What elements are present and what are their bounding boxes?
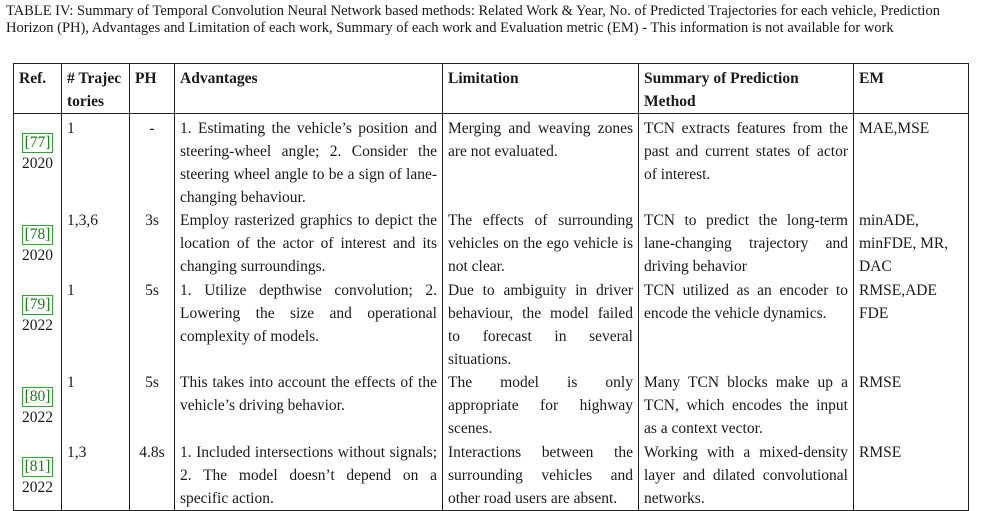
summary-cell: TCN extracts features from the past and current states of actor of interest. [639,114,854,210]
ref-cell [14,114,62,210]
header-ph: PH [130,64,175,114]
em-cell: MAE,MSE [854,114,969,210]
trajectories-cell: 1,3 [62,441,130,511]
ref-cell [14,209,62,279]
ref-year: 2022 [22,479,53,496]
summary-cell: Many TCN blocks make up a TCN, which encodes the input as a context vector. [639,371,854,441]
advantages-cell: Employ rasterized graphics to depict the location of the actor of interest and its changing surroundings. [175,209,443,279]
em-cell: RMSE [854,441,969,511]
header-row [14,64,969,114]
trajectories-cell: 1 [62,279,130,371]
citation-link[interactable]: [77] [22,133,54,153]
advantages-cell: 1. Included intersections without signals; 2. The model doesn’t depend on a specific action. [175,441,443,511]
advantages-cell: This takes into account the effects of the vehicle’s driving behavior. [175,371,443,441]
em-cell: RMSE [854,371,969,441]
em-cell: minADE, minFDE, MR, DAC [854,209,969,279]
limitation-cell: Merging and weaving zones are not evaluated. [443,114,639,210]
citation-link[interactable]: [79] [22,295,54,315]
ref-cell [14,441,62,511]
summary-cell: Working with a mixed-density layer and dilated convolutional networks. [639,441,854,511]
trajectories-cell: 1 [62,371,130,441]
summary-cell: TCN to predict the long-term lane-changing trajectory and driving behavior [639,209,854,279]
ref-year: 2020 [22,155,53,172]
header-summary: Summary of Prediction Method [639,64,854,114]
trajectories-cell: 1,3,6 [62,209,130,279]
citation-link[interactable]: [80] [22,387,54,407]
header-em: EM [854,64,969,114]
table-row [14,371,969,441]
ref-cell [14,371,62,441]
ref-cell [14,279,62,371]
tcn-summary-table [13,63,969,511]
limitation-cell: The model is only appropriate for highway scenes. [443,371,639,441]
em-cell: RMSE,ADE FDE [854,279,969,371]
header-advantages: Advantages [175,64,443,114]
table-row [14,209,969,279]
ref-year: 2022 [22,317,53,334]
citation-link[interactable]: [81] [22,457,54,477]
advantages-cell: 1. Estimating the vehicle’s position and steering-wheel angle; 2. Consider the steering wheel angle to be a sign of lane-changing behaviour. [175,114,443,210]
ph-cell: 3s [130,209,175,279]
ref-year: 2022 [22,409,53,426]
ph-cell: - [130,114,175,210]
ref-year: 2020 [22,247,53,264]
table-row [14,441,969,511]
ph-cell: 5s [130,279,175,371]
header-limitation: Limitation [443,64,639,114]
limitation-cell: Interactions between the surrounding vehicles and other road users are absent. [443,441,639,511]
trajectories-cell: 1 [62,114,130,210]
ph-cell: 5s [130,371,175,441]
table-caption: TABLE IV: Summary of Temporal Convolution Neural Network based methods: Related Work & Year, No. of Predicted Trajectories for each vehicle, Prediction Horizon (PH), Advantages and Limitation of each work, Summary of each work and Evaluation metric (EM) - This information is not available for work [6,3,940,36]
table-row [14,279,969,371]
citation-link[interactable]: [78] [22,225,54,245]
table-row [14,114,969,210]
limitation-cell: Due to ambiguity in driver behaviour, the model failed to forecast in several situations. [443,279,639,371]
ph-cell: 4.8s [130,441,175,511]
summary-cell: TCN utilized as an encoder to encode the vehicle dynamics. [639,279,854,371]
advantages-cell: 1. Utilize depthwise convolution; 2. Lowering the size and operational complexity of models. [175,279,443,371]
limitation-cell: The effects of surrounding vehicles on the ego vehicle is not clear. [443,209,639,279]
header-ref: Ref. [14,64,62,114]
header-trajectories: # Trajec tories [62,64,130,114]
